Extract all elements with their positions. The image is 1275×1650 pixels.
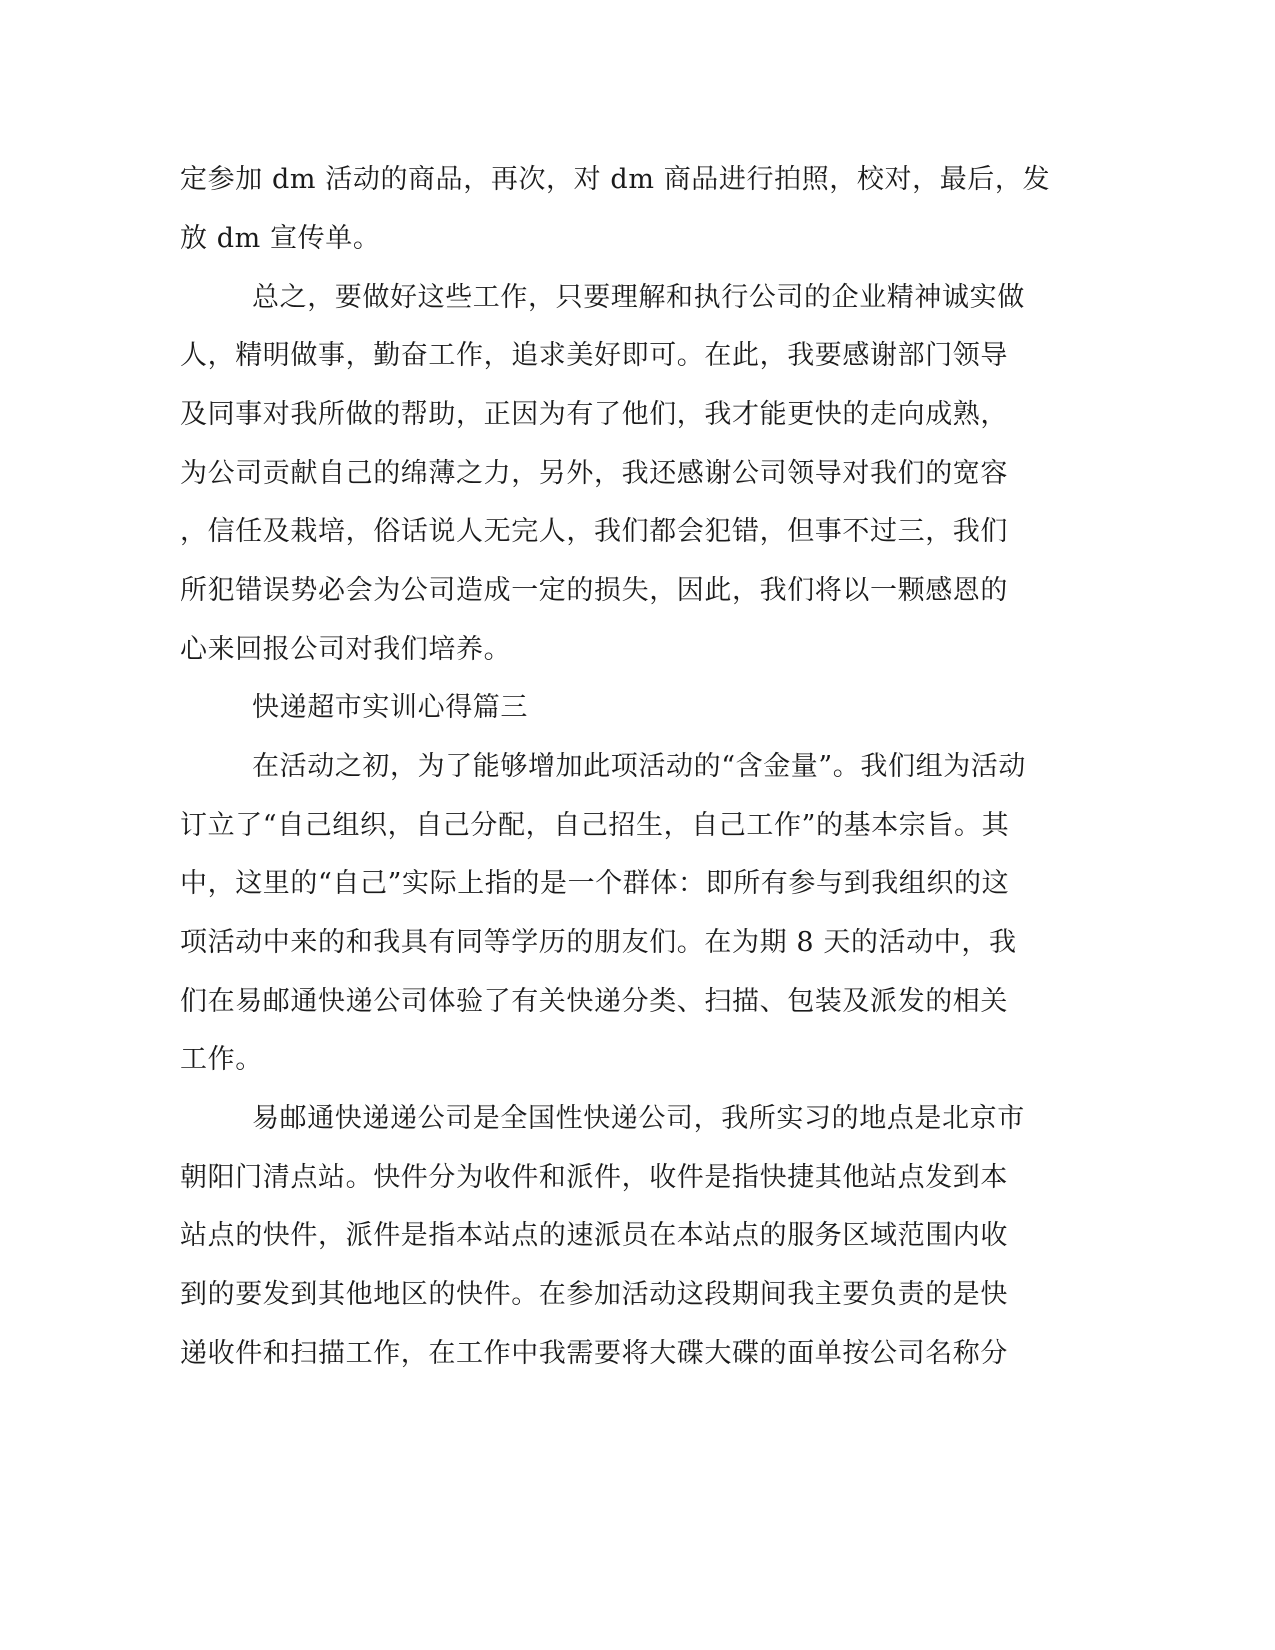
paragraph-start-line: 在活动之初，为了能够增加此项活动的“含金量”。我们组为活动 bbox=[252, 751, 1027, 782]
text-line: 工作。 bbox=[180, 1044, 263, 1075]
text-line: 放 dm 宣传单。 bbox=[180, 223, 381, 254]
text-line: 到的要发到其他地区的快件。在参加活动这段期间我主要负责的是快 bbox=[180, 1279, 1008, 1310]
text-line: 人，精明做事，勤奋工作，追求美好即可。在此，我要感谢部门领导 bbox=[180, 340, 1008, 371]
text-line: 为公司贡献自己的绵薄之力，另外，我还感谢公司领导对我们的宽容 bbox=[180, 458, 1008, 489]
text-line: 心来回报公司对我们培养。 bbox=[180, 634, 512, 665]
text-line: 及同事对我所做的帮助，正因为有了他们，我才能更快的走向成熟， bbox=[180, 399, 1008, 430]
text-line: 项活动中来的和我具有同等学历的朋友们。在为期 8 天的活动中，我 bbox=[180, 927, 1017, 958]
section-heading: 快递超市实训心得篇三 bbox=[252, 692, 528, 723]
text-line: 中，这里的“自己”实际上指的是一个群体：即所有参与到我组织的这 bbox=[180, 868, 1010, 899]
text-line: 朝阳门清点站。快件分为收件和派件，收件是指快捷其他站点发到本 bbox=[180, 1162, 1008, 1193]
text-line: 递收件和扫描工作，在工作中我需要将大碟大碟的面单按公司名称分 bbox=[180, 1338, 1008, 1369]
text-line: 们在易邮通快递公司体验了有关快递分类、扫描、包装及派发的相关 bbox=[180, 986, 1008, 1017]
paragraph-start-line: 总之，要做好这些工作，只要理解和执行公司的企业精神诚实做 bbox=[252, 282, 1025, 313]
text-line: ，信任及栽培，俗话说人无完人，我们都会犯错，但事不过三，我们 bbox=[180, 516, 1008, 547]
text-line: 定参加 dm 活动的商品，再次，对 dm 商品进行拍照，校对，最后，发 bbox=[180, 164, 1051, 195]
paragraph-start-line: 易邮通快递递公司是全国性快递公司，我所实习的地点是北京市 bbox=[252, 1103, 1025, 1134]
text-line: 订立了“自己组织，自己分配，自己招生，自己工作”的基本宗旨。其 bbox=[180, 810, 1010, 841]
text-line: 站点的快件，派件是指本站点的速派员在本站点的服务区域范围内收 bbox=[180, 1220, 1008, 1251]
text-line: 所犯错误势必会为公司造成一定的损失，因此，我们将以一颗感恩的 bbox=[180, 575, 1008, 606]
